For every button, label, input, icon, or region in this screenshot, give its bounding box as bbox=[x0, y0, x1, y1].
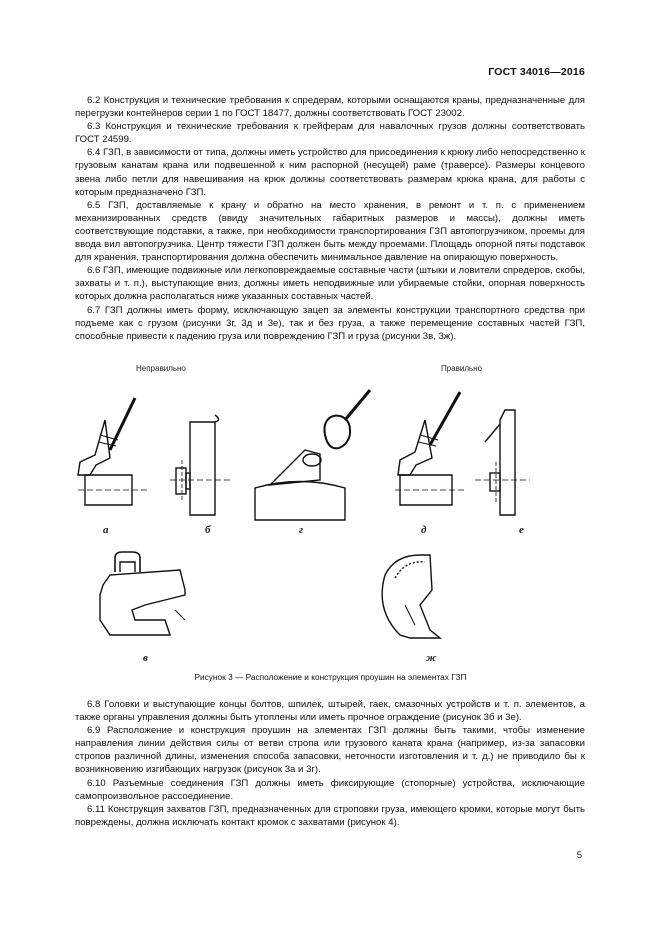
diagram-g bbox=[255, 390, 370, 520]
paragraph-6-9: 6.9 Расположение и конструкция проушин на элементах ГЗП должны быть такими, чтобы изменение направления линии действия силы от ветви стропа или грузового каната крана (например, из-за запасовки стропов различной длины, изменения способа запасовки, неточности изготовления и т. д.) не приводило бы к возникновению изгибающих нагрузок (рисунок 3а и 3г). bbox=[75, 725, 585, 776]
paragraph-6-7: 6.7 ГЗП должны иметь форму, исключающую зацеп за элементы конструкции транспортного средства при подъеме как с грузом (рисунки 3г, 3д и 3е), так и без груза, а также перемещение составных частей ГЗП, способные привести к падению груза или повреждению ГЗП и груза (рисунки 3в, 3ж). bbox=[75, 304, 585, 342]
diagram-b bbox=[170, 415, 230, 515]
document-header: ГОСТ 34016—2016 bbox=[488, 66, 585, 78]
sublabel-zh: ж bbox=[426, 652, 437, 664]
paragraph-6-10: 6.10 Разъемные соединения ГЗП должны иметь фиксирующие (стопорные) устройства, исключающие самопроизвольное рассоединение. bbox=[75, 777, 585, 802]
label-right: Правильно bbox=[441, 364, 483, 373]
sublabel-e: е bbox=[519, 524, 524, 536]
diagram-e bbox=[475, 410, 530, 515]
diagram-v bbox=[100, 552, 185, 635]
diagram-a bbox=[78, 398, 150, 505]
diagram-d bbox=[395, 392, 465, 505]
sublabel-d: д bbox=[421, 524, 427, 536]
paragraph-6-8: 6.8 Головки и выступающие концы болтов, шпилек, штырей, гаек, смазочных устройств и т. п. элементов, а также органы управления должны быть утоплены или иметь прочное ограждение (рисунок 3б и 3е). bbox=[75, 699, 585, 724]
figure-caption: Рисунок 3 — Расположение и конструкция проушин на элементах ГЗП bbox=[194, 672, 467, 682]
sublabel-b: б bbox=[205, 524, 211, 536]
paragraph-6-11: 6.11 Конструкция захватов ГЗП, предназначенных для строповки груза, имеющего кромки, которые могут быть повреждены, должна исключать контакт кромок с захватами (рисунок 4). bbox=[75, 803, 585, 828]
sublabel-a: а bbox=[103, 524, 109, 536]
sublabel-v: в bbox=[143, 652, 148, 664]
label-wrong: Неправильно bbox=[136, 364, 186, 373]
text-block-bottom bbox=[75, 698, 585, 829]
paragraph-6-5: 6.5 ГЗП, доставляемые к крану и обратно на место хранения, в ремонт и т. п. с применением механизированных средств (ввиду значительных габаритных размеров и массы), должны иметь соответствующие подставки, а также, при необходимости транспортирования ГЗП автопогрузчиком, проемы для ввода вил автопогрузчика. Центр тяжести ГЗП должен быть между проемами. Площадь опорной пяты подставок для хранения, транспортирования должна обеспечить минимальное давление на опирающую поверхность. bbox=[75, 199, 585, 264]
page-number: 5 bbox=[576, 850, 582, 861]
sublabel-g: г bbox=[299, 524, 304, 536]
paragraph-6-6: 6.6 ГЗП, имеющие подвижные или легкоповреждаемые составные части (штыки и ловители спредеров, скобы, захваты и т. п.), выступающие вниз, должны иметь неподвижные или убираемые стойки, опорная поверхность которых должна располагаться ниже указанных составных частей. bbox=[75, 265, 585, 303]
paragraph-6-4: 6.4 ГЗП, в зависимости от типа, должны иметь устройство для присоединения к крюку либо непосредственно к грузовым канатам крана или подвешенной к ним распорной (несущей) раме (траверсе). Размеры концевого звена либо петли для навешивания на крюк должны соответствовать размерам крюка крана, для работы с которым предназначено ГЗП. bbox=[75, 147, 585, 198]
diagram-zh bbox=[382, 555, 440, 638]
paragraph-6-2: 6.2 Конструкция и технические требования к спредерам, которыми оснащаются краны, предназначенные для перегрузки контейнеров серии 1 по ГОСТ 18477, должны соответствовать ГОСТ 23002. bbox=[75, 95, 585, 120]
figure-3-drawing bbox=[0, 380, 661, 670]
text-block-top bbox=[75, 94, 585, 343]
paragraph-6-3: 6.3 Конструкция и технические требования к грейферам для навалочных грузов должны соответствовать ГОСТ 24599. bbox=[75, 121, 585, 146]
